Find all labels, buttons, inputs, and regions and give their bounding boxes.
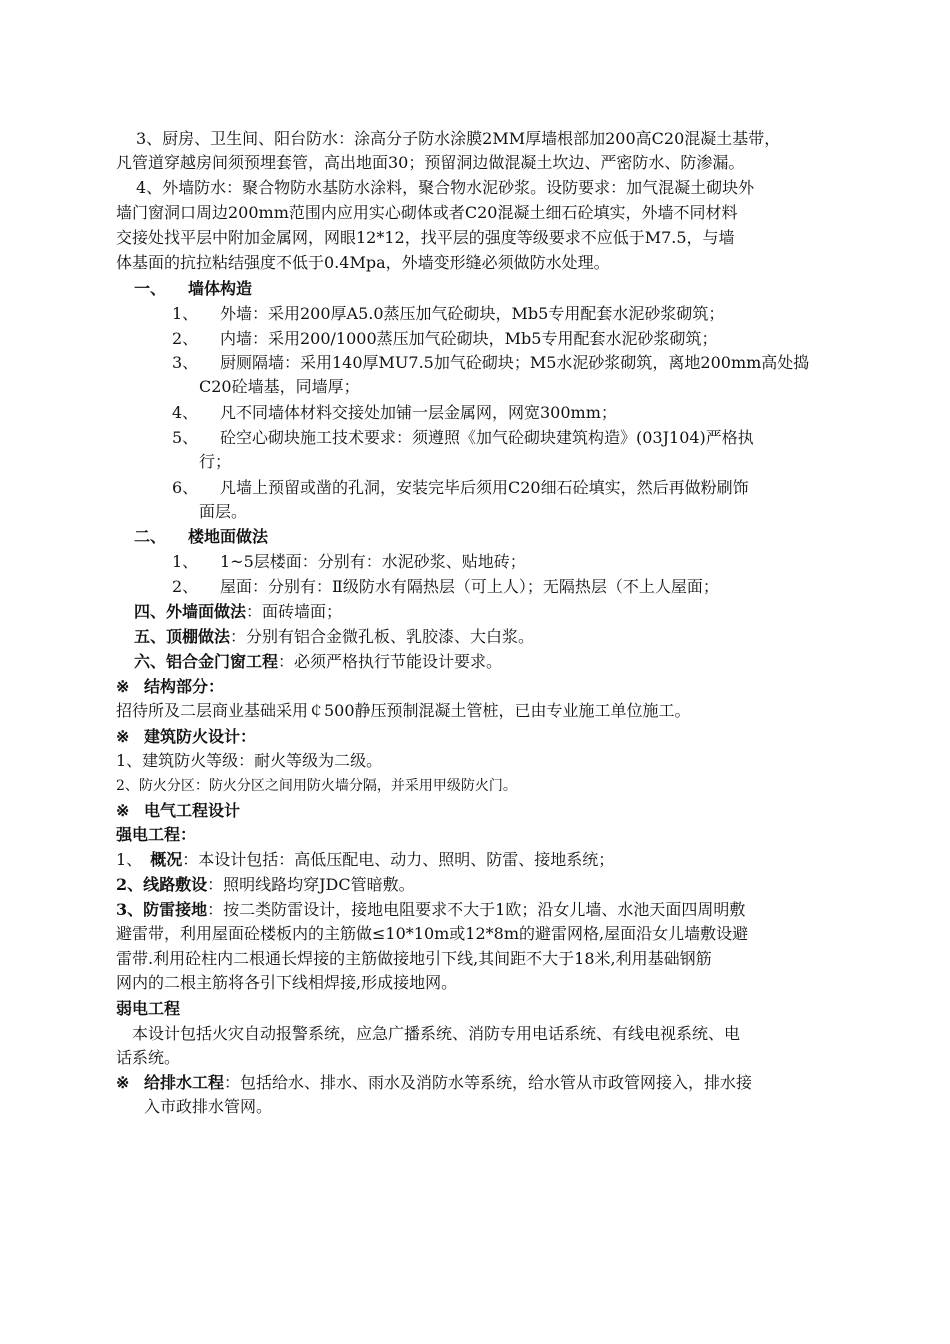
structure-heading [116,675,224,699]
windows-text: ：必须严格执行节能设计要求。 [278,652,503,671]
lightning-line-4: 网内的二根主筋将各引下线相焊接,形成接地网。 [116,973,458,992]
floor-item-1-text: 1~5层楼面：分别有：水泥砂浆、贴地砖； [220,552,526,571]
wall-item-5-number: 5、 [172,428,199,447]
wall-item-3-continuation: C20砼墙基，同墙厚； [199,377,360,396]
plumbing-text-1: ：包括给水、排水、雨水及消防水等系统，给水管从市政管网接入，排水接 [224,1073,753,1092]
ext-wall-label: 四、外墙面做法 [134,602,247,621]
waterproof-item4-line3: 交接处找平层中附加金属网，网眼12*12，找平层的强度等级要求不应低于M7.5，与墙 [116,228,735,247]
wall-item-6-number: 6、 [172,478,199,497]
floor-item-1 [172,550,526,574]
wall-item-2-text: 内墙：采用200/1000蒸压加气砼砌块，Mb5专用配套水泥砂浆砌筑； [220,329,718,348]
ceiling-line [134,625,534,649]
wiring-label: 2、线路敷设 [116,875,208,894]
ceiling-label: 五、顶棚做法 [134,627,231,646]
fire-line-2: 2、防火分区：防火分区之间用防火墙分隔，并采用甲级防火门。 [116,778,517,794]
wall-item-1 [172,302,724,326]
wall-item-5-text: 砼空心砌块施工技术要求：须遵照《加气砼砌块建筑构造》(03J104)严格执 [220,428,754,447]
overview-number: 1、 [116,850,143,869]
wall-section-title: 墙体构造 [188,279,253,298]
floor-section-title: 楼地面做法 [188,527,269,546]
waterproof-item4-line2: 墙门窗洞口周边200mm范围内应用实心砌体或者C20混凝土细石砼填实，外墙不同材料 [116,203,738,222]
reference-mark-icon: ※ [116,677,130,696]
reference-mark-icon: ※ [116,801,130,820]
wall-item-1-number: 1、 [172,304,199,323]
fire-line-1: 1、建筑防火等级：耐火等级为二级。 [116,751,383,770]
wall-item-5-continuation: 行； [199,452,232,471]
weak-current-line-1: 本设计包括火灾自动报警系统，应急广播系统、消防专用电话系统、有线电视系统、电 [132,1024,741,1043]
wall-item-4-number: 4、 [172,403,199,422]
wall-section-heading [134,277,252,301]
floor-section-number: 二、 [134,527,167,546]
wall-item-4-text: 凡不同墙体材料交接处加铺一层金属网，网宽300mm； [220,403,617,422]
wiring-line [116,873,415,897]
lightning-line-3: 雷带.利用砼柱内二根通长焊接的主筋做接地引下线,其间距不大于18米,利用基础钢筋 [116,949,712,968]
wall-item-6-continuation: 面层。 [199,502,248,521]
floor-item-2-number: 2、 [172,577,199,596]
waterproof-item4-line1: 4、外墙防水：聚合物防水基防水涂料，聚合物水泥砂浆。设防要求：加气混凝土砌块外 [136,178,755,197]
lightning-label: 3、防雷接地 [116,900,208,919]
wall-item-6-text: 凡墙上预留或凿的孔洞，安装完毕后须用C20细石砼填实，然后再做粉刷饰 [220,478,749,497]
waterproof-item4-line4: 体基面的抗拉粘结强度不低于0.4Mpa，外墙变形缝必须做防水处理。 [116,253,610,272]
ceiling-text: ：分别有铝合金微孔板、乳胶漆、大白浆。 [230,627,535,646]
lightning-text-1: ：按二类防雷设计，接地电阻要求不大于1欧；沿女儿墙、水池天面四周明敷 [207,900,746,919]
wiring-text: ：照明线路均穿JDC管暗敷。 [207,875,415,894]
electrical-title: 电气工程设计 [144,801,241,820]
waterproof-item3-line1: 3、厨房、卫生间、阳台防水：涂高分子防水涂膜2MM厚墙根部加200高C20混凝土基带， [136,129,781,148]
floor-item-2-text: 屋面：分别有：Ⅱ级防水有隔热层（可上人）；无隔热层（不上人屋面； [220,577,719,596]
wall-item-6 [172,476,749,500]
structure-text: 招待所及二层商业基础采用￠500静压预制混凝土管桩，已由专业施工单位施工。 [116,701,691,720]
wall-item-2-number: 2、 [172,329,199,348]
plumbing-label: 给排水工程 [144,1073,225,1092]
lightning-line-2: 避雷带，利用屋面砼楼板内的主筋做≤10*10m或12*8m的避雷网格,屋面沿女儿墙敷设避 [116,924,749,943]
wall-item-3-number: 3、 [172,353,199,372]
electrical-heading [116,799,240,823]
windows-label: 六、铝合金门窗工程 [134,652,279,671]
windows-line [134,650,502,674]
weak-current-line-2: 话系统。 [116,1048,181,1067]
overview-label: 概况 [150,850,183,869]
wall-item-4 [172,401,617,425]
floor-section-heading [134,525,268,549]
reference-mark-icon: ※ [116,1073,130,1092]
floor-item-1-number: 1、 [172,552,199,571]
ext-wall-text: ：面砖墙面； [246,602,343,621]
wall-section-number: 一、 [134,279,167,298]
waterproof-item3-line2: 凡管道穿越房间须预埋套管，高出地面30；预留洞边做混凝土坎边、严密防水、防渗漏。 [116,153,745,172]
weak-current-title: 弱电工程 [116,999,181,1018]
fire-heading [116,725,256,749]
wall-item-3-text: 厨厕隔墙：采用140厚MU7.5加气砼砌块；M5水泥砂浆砌筑，离地200mm高处捣 [220,353,810,372]
wall-item-5 [172,426,754,450]
ext-wall-line [134,600,342,624]
wall-item-3 [172,351,809,375]
overview-text: ：本设计包括：高低压配电、动力、照明、防雷、接地系统； [182,850,615,869]
floor-item-2 [172,575,719,599]
structure-title: 结构部分： [144,677,225,696]
fire-title: 建筑防火设计： [144,727,257,746]
plumbing-line-2: 入市政排水管网。 [144,1097,273,1116]
overview-line [116,848,614,872]
wall-item-2 [172,327,717,351]
plumbing-line-1 [116,1071,752,1095]
wall-item-1-text: 外墙：采用200厚A5.0蒸压加气砼砌块，Mb5专用配套水泥砂浆砌筑； [220,304,725,323]
lightning-line-1 [116,898,745,922]
reference-mark-icon: ※ [116,727,130,746]
strong-current-title: 强电工程： [116,825,197,844]
